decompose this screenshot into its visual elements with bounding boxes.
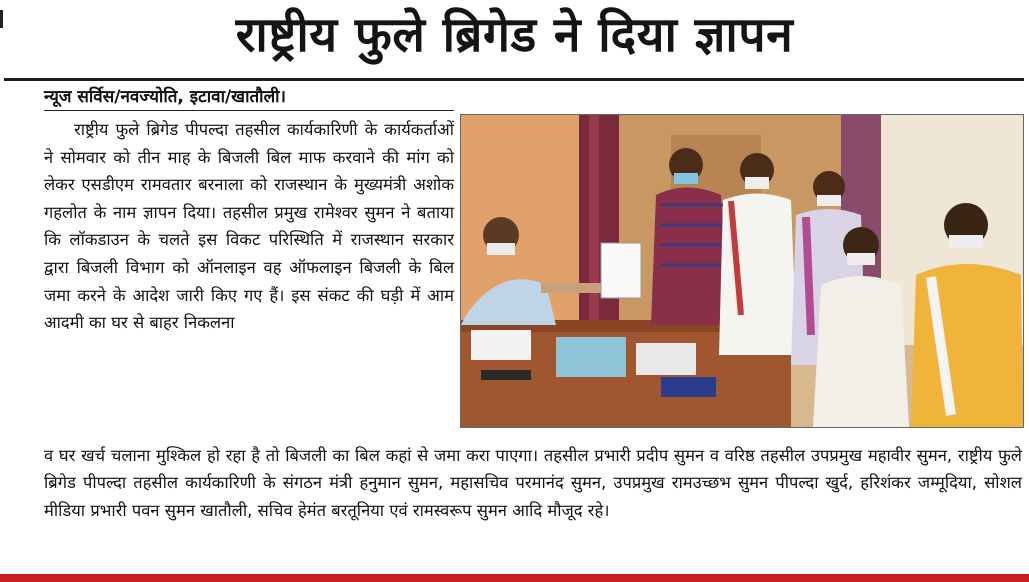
article-paragraph-bottom: व घर खर्च चलाना मुश्किल हो रहा है तो बिजली का बिल कहां से जमा करा पाएगा। तहसील प्रभारी प्रदीप सुमन व वरिष्ठ तहसील उपप्रमुख महावीर सुमन, राष्ट्रीय फुले ब्रिगेड पीपल्दा तहसील कार्यकारिणी के संगठन मंत्री हनुमान सुमन, महासचिव परमानंद सुमन, उपप्रमुख रामउच्छभ सुमन पीपल्दा खुर्द, हरिशंकर जम्मूदिया, सोशल मीडिया प्रभारी पवन सुमन खातौली, सचिव हेमंत बरतूनिया एवं रामस्वरूप सुमन आदि मौजूद रहे। <box>44 446 1022 520</box>
headline-divider <box>4 78 1024 81</box>
bottom-accent-rule <box>0 574 1029 582</box>
news-photo-illustration <box>461 115 1023 427</box>
news-photo <box>460 114 1024 428</box>
article-paragraph-top: राष्ट्रीय फुले ब्रिगेड पीपल्दा तहसील कार्यकारिणी के कार्यकर्ताओं ने सोमवार को तीन माह के बिजली बिल माफ करवाने की मांग को लेकर एसडीएम रामवतार बरनाला को राजस्थान के मुख्यमंत्री अशोक गहलोत के नाम ज्ञापन दिया। तहसील प्रमुख रामेश्वर सुमन ने बताया कि लॉकडाउन के चलते इस विकट परिस्थिति में राजस्थान सरकार द्वारा बिजली विभाग को ऑनलाइन वह ऑफलाइन बिजली के बिल जमा करने के आदेश जारी किए गए हैं। इस संकट की घड़ी में आम आदमी का घर से बाहर निकलना <box>44 120 454 333</box>
article-body-column <box>44 116 454 337</box>
article-body-wide <box>44 442 1022 524</box>
byline: न्यूज सर्विस/नवज्योति, इटावा/खातौली। <box>44 87 286 107</box>
headline: राष्ट्रीय फुले ब्रिगेड ने दिया ज्ञापन <box>235 7 794 63</box>
byline-divider <box>44 110 454 111</box>
